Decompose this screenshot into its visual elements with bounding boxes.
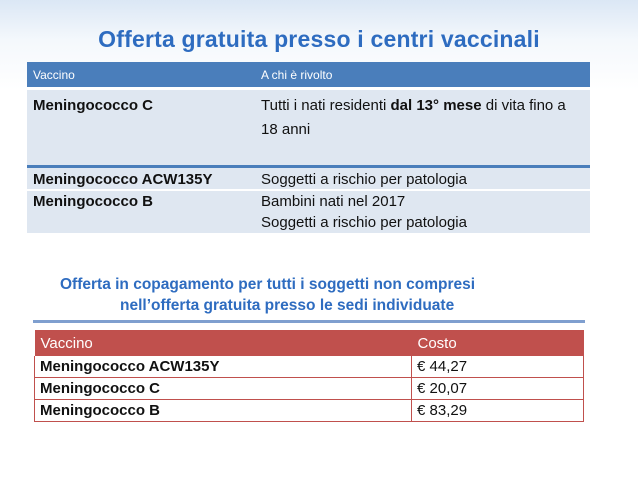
target-cell bbox=[255, 89, 590, 167]
target-line: Soggetti a rischio per patologia bbox=[261, 214, 467, 231]
vaccine-cell: Meningococco C bbox=[35, 378, 412, 400]
vaccine-cell: Meningococco ACW135Y bbox=[35, 356, 412, 378]
table-row bbox=[27, 167, 590, 191]
free-offer-table bbox=[27, 62, 590, 233]
subtitle-line-1: Offerta in copagamento per tutti i soggetti non compresi bbox=[60, 276, 476, 293]
cost-cell: € 20,07 bbox=[412, 378, 584, 400]
slide-title: Offerta gratuita presso i centri vaccinali bbox=[98, 26, 540, 52]
column-header-vaccine: Vaccino bbox=[35, 330, 412, 356]
copayment-table bbox=[34, 330, 584, 422]
cost-cell: € 83,29 bbox=[412, 400, 584, 422]
target-text: di vita fino a 18 anni bbox=[261, 97, 566, 138]
table-row bbox=[35, 356, 584, 378]
table-row bbox=[27, 89, 590, 167]
table-header-row bbox=[27, 62, 590, 89]
cost-cell: € 44,27 bbox=[412, 356, 584, 378]
target-cell bbox=[255, 190, 590, 233]
copayment-subtitle bbox=[60, 274, 600, 316]
column-header-cost: Costo bbox=[412, 330, 584, 356]
target-text: Tutti i nati residenti bbox=[261, 97, 391, 114]
vaccine-cell: Meningococco B bbox=[27, 190, 255, 233]
vaccine-cell: Meningococco B bbox=[35, 400, 412, 422]
subtitle-underline bbox=[33, 320, 585, 323]
vaccine-cell: Meningococco C bbox=[27, 89, 255, 167]
table-header-row bbox=[35, 330, 584, 356]
column-header-vaccine: Vaccino bbox=[27, 62, 255, 89]
target-emphasis: dal 13° mese bbox=[390, 97, 482, 114]
column-header-target: A chi è rivolto bbox=[255, 62, 590, 89]
subtitle-line-2: nell’offerta gratuita presso le sedi individuate bbox=[120, 297, 455, 314]
target-line: Bambini nati nel 2017 bbox=[261, 193, 406, 210]
table-row bbox=[27, 190, 590, 233]
table-row bbox=[35, 400, 584, 422]
target-cell: Soggetti a rischio per patologia bbox=[255, 167, 590, 191]
vaccine-cell: Meningococco ACW135Y bbox=[27, 167, 255, 191]
table-row bbox=[35, 378, 584, 400]
